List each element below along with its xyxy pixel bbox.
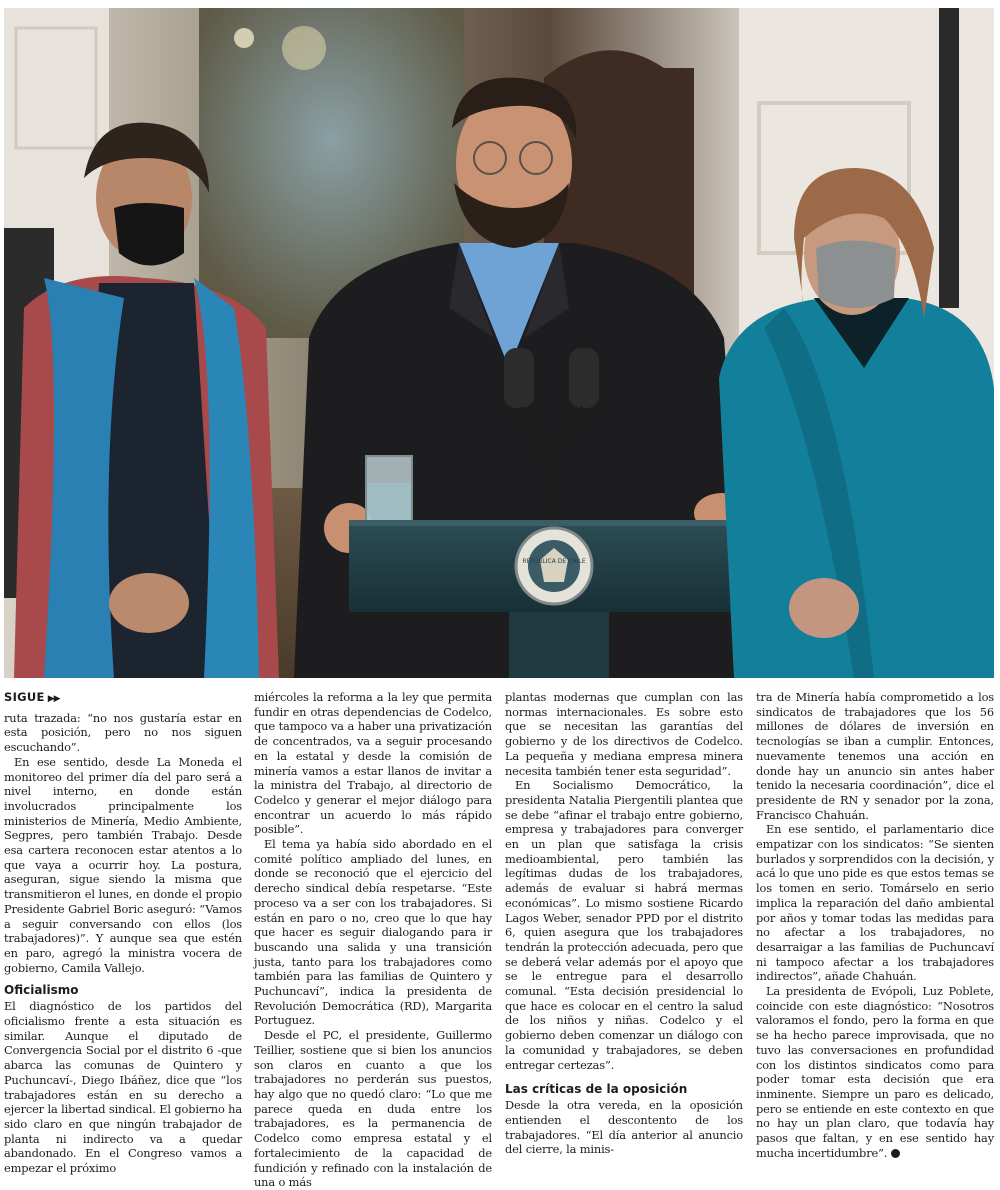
paragraph: tra de Minería había comprometido a los sindicatos de trabajadores que los 56 millones de dólares de inversión en tecnologías se iban a cumplir. Entonces, nuevamente tenemos una acción en donde hay un anuncio sin antes haber tenido la necesaria coordinación”, dice el presidente de RN y senador por la zona, Francisco Chahuán. [756,690,994,822]
double-arrow-right-icon: ▶▶ [47,694,60,704]
paragraph: En ese sentido, el parlamentario dice empatizar con los sindicatos: “Se sienten burlados y sorprendidos con la decisión, y acá lo que uno pide es que estos temas se los tomen en serio. Tomárselo en serio implica la reparación del daño ambiental por años y tomar todas las medidas para no afectar a los trabajadores, no desarraigar a las familias de Puchuncaví ni tampoco afectar a los trabajadores indirectos”, añade Chahuán. [756,822,994,984]
article-body [4,690,994,1190]
end-mark-icon [891,1149,900,1158]
paragraph: plantas modernas que cumplan con las normas internacionales. Es sobre esto que se necesitan las garantías del gobierno y de los directivos de Codelco. La pequeña y mediana empresa minera necesita también tener esta seguridad”. [505,690,743,778]
article-column-3 [505,690,743,1170]
paragraph: Desde el PC, el presidente, Guillermo Teillier, sostiene que si bien los anuncios son claros en cuanto a que los trabajadores no perderán sus puestos, hay algo que no quedó claro: “Lo que me parece queda en duda entre los trabajadores, es la permanencia de Codelco como empresa estatal y el fortalecimiento de la capacidad de fundición y refinado con la instalación de una o más [254,1028,492,1190]
paragraph-text: La presidenta de Evópoli, Luz Poblete, coincide con este diagnóstico: “Nosotros valoramos el fondo, pero la forma en que se ha hecho parece improvisada, que no tuvo las conversaciones en profundidad con los distintos sindicatos como para poder tomar esta decisión que era inminente. Siempre un paro es delicado, pero se entiende en este contexto en que no hay un plan claro, que todavía hay pasos que faltan, y en ese sentido hay mucha incertidumbre”. [756,984,994,1160]
paragraph: En Socialismo Democrático, la presidenta Natalia Piergentili plantea que se debe “afinar el trabajo entre gobierno, empresa y trabajadores para converger en un plan que satisfaga la crisis medioambiental, pero también las legítimas dudas de los trabajadores, además de evaluar si habrá mermas económicas”. Lo mismo sostiene Ricardo Lagos Weber, senador PPD por el distrito 6, quien asegura que los trabajadores tendrán la protección adecuada, pero que se deberá velar además por el apoyo que se le entregue para el desarrollo comunal. “Esta decisión presidencial lo que hace es colocar en el centro la salud de los niños y niñas. Codelco y el gobierno deben comenzar un diálogo con la comunidad y trabajadores, se deben entregar certezas”. [505,778,743,1072]
paragraph: El tema ya había sido abordado en el comité político ampliado del lunes, en donde se reconoció que el ejercicio del derecho sindical debía respetarse. “Este proceso va a ser con los trabajadores. Si están en paro o no, creo que lo que hay que hacer es seguir dialogando para ir buscando una salida y una transición justa, tanto para los trabajadores como también para las familias de Quintero y Puchuncaví”, indica la presidenta de Revolución Democrática (RD), Margarita Portuguez. [254,837,492,1028]
subheading: Oficialismo [4,983,79,998]
article-column-1 [4,690,242,1176]
water-glass [366,456,412,522]
paragraph: Desde la otra vereda, en la oposición entienden el descontento de los trabajadores. “El día anterior al anuncio del cierre, la minis- [505,1098,743,1157]
news-photo [4,8,994,678]
paragraph: miércoles la reforma a la ley que permita fundir en otras dependencias de Codelco, que tampoco va a haber una privatización de concentrados, va a seguir procesando en la estatal y desde la comisión de minería vamos a estar llanos de invitar a la ministra del Trabajo, al directorio de Codelco y generar el mejor diálogo para encontrar un acuerdo lo más rápido posible”. [254,690,492,837]
paragraph: ruta trazada: “no nos gustaría estar en esta posición, pero no nos siguen escuchando”. [4,710,242,755]
kicker [4,690,242,707]
subheading: Las críticas de la oposición [505,1082,688,1097]
paragraph [756,984,994,1160]
paragraph: En ese sentido, desde La Moneda el monitoreo del primer día del paro será a nivel interno, en donde están involucrados principalmente los ministerios de Minería, Medio Ambiente, Segpres, pero también Trabajo. Desde esa cartera reconocen estar atentos a lo que vaya a ocurrir hoy. La postura, aseguran, sigue siendo la misma que transmitieron el lunes, en donde el propio Presidente Gabriel Boric aseguró: “Vamos a seguir conversando con ellos (los trabajadores)”. Y aunque sea que estén en paro, agregó la ministra vocera de gobierno, Camila Vallejo. [4,754,242,975]
kicker-label: SIGUE [4,690,45,704]
article-column-4 [756,690,994,1170]
paragraph: El diagnóstico de los partidos del oficialismo frente a esta situación es similar. Aunque el diputado de Convergencia Social por el distrito 6 -que abarca las comunas de Quintero y Puchuncaví-, Diego Ibáñez, dice que “los trabajadores están en su derecho a ejercer la libertad sindical. El gobierno ha sido claro en que ningún trabajador de planta ni indirecto va a quedar abandonado. En el Congreso vamos a empezar el próximo [4,999,242,1176]
lectern-seal-text: REPÚBLICA DE CHILE [522,558,586,565]
article-column-2 [254,690,492,1190]
